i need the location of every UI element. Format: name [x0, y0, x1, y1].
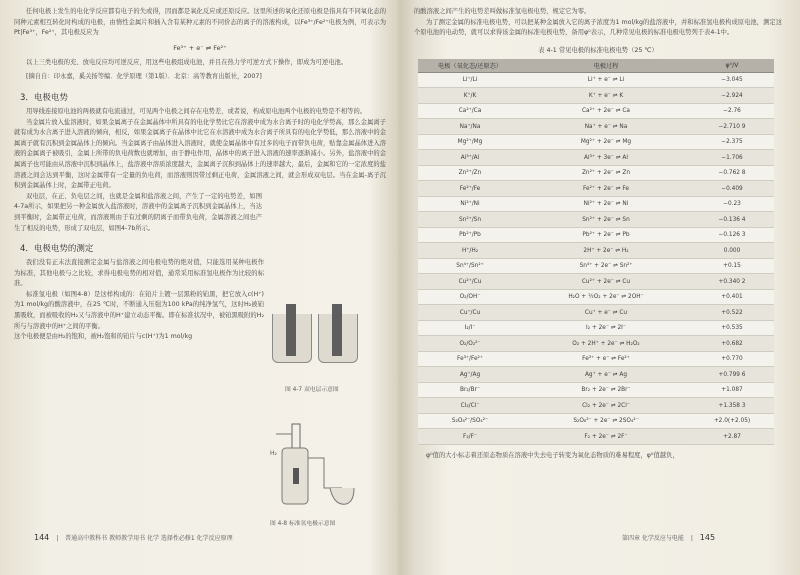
table-row	[418, 227, 774, 243]
right-paragraph-1: 的酸溶液之间产生的电势差叫做标准氢电极电势，规定它为零。	[414, 8, 591, 15]
cell-potential: −1.706	[690, 150, 774, 166]
table-row	[418, 181, 774, 197]
cell-process: Fe³⁺ + e⁻ ⇌ Fe²⁺	[522, 351, 690, 367]
cell-electrode: Fe²⁺/Fe	[418, 181, 522, 197]
table-row	[418, 196, 774, 212]
cell-potential: −2.710 9	[690, 119, 774, 135]
table-row	[418, 305, 774, 321]
table-row	[418, 382, 774, 398]
cell-electrode: K⁺/K	[418, 88, 522, 104]
left-paragraph-7: 标准氢电极（如图4-8）是这样构成的：在铂片上镀一层黑粉的铂黑，把它放入c(H⁺)为1 mol/kg的酸溶液中，在25 ℃时，不断通入压强为100 kPa的纯净氢气，这时H₂被铂黑吸收，而被吸收的H₂又与溶液中的H⁺建立动态平衡。即在标准状况中，被铂黑吸附的H₂所与与溶液中的H⁺之间的平衡。	[14, 290, 264, 330]
cell-process: Li⁺ + e⁻ ⇌ Li	[522, 72, 690, 88]
cell-process: Cu⁺ + e⁻ ⇌ Cu	[522, 305, 690, 321]
cell-electrode: F₂/F⁻	[418, 429, 522, 445]
table-row	[418, 134, 774, 150]
table-row	[418, 165, 774, 181]
h2-label: H₂	[270, 450, 277, 457]
cell-potential: −2.76	[690, 103, 774, 119]
right-footer-title: 第四章 化学反应与电能	[622, 535, 684, 542]
cell-process: Zn²⁺ + 2e⁻ ⇌ Zn	[522, 165, 690, 181]
figure-4-7-caption: 图 4-7 双电层示意图	[285, 387, 339, 393]
cell-process: O₂ + 2H⁺ + 2e⁻ ⇌ H₂O₂	[522, 336, 690, 352]
cell-process: F₂ + 2e⁻ ⇌ 2F⁻	[522, 429, 690, 445]
cell-potential: +0.15	[690, 258, 774, 274]
cell-electrode: Ni²⁺/Ni	[418, 196, 522, 212]
left-paragraph-6: 我们没有正末法直接测定金属与盐溶液之间电极电势的绝对值，只能选用某种电极作为标准，其他电极与之比较，求得电极电势的相对值，通常采用标准氢电极作为比较的标准。	[14, 259, 264, 288]
right-footer: 第四章 化学反应与电能 | 145	[622, 533, 716, 542]
cell-process: Ni²⁺ + 2e⁻ ⇌ Ni	[522, 196, 690, 212]
left-paragraph-5: 双电层，在正、负电层之间，也就是金属和盐溶液之间，产生了一定的电势差，如图4-7a所示，如果把另一种金属放入盐溶液时，溶液中的金属离子沉积到金属晶体上，当达到平衡时，金属带正电荷，而溶液则由于有过剩的阴离子而带负电荷，金属溶液之间也产生了相反的电势，形成了双电层，如图4-7b所示。	[14, 192, 262, 232]
cell-process: Cu²⁺ + 2e⁻ ⇌ Cu	[522, 274, 690, 290]
table-row	[418, 88, 774, 104]
cell-electrode: Na⁺/Na	[418, 119, 522, 135]
cell-process: Ag⁺ + e⁻ ⇌ Ag	[522, 367, 690, 383]
cell-electrode: O₂/O₂²⁻	[418, 336, 522, 352]
cell-potential: −0.23	[690, 196, 774, 212]
cell-electrode: Li⁺/Li	[418, 72, 522, 88]
table-row	[418, 289, 774, 305]
table-row	[418, 103, 774, 119]
fe-redox-formula: Fe³⁺ + e⁻ ⇌ Fe²⁺	[173, 43, 227, 52]
cell-process: Al³⁺ + 3e⁻ ⇌ Al	[522, 150, 690, 166]
cell-process: Ca²⁺ + 2e⁻ ⇌ Ca	[522, 103, 690, 119]
table-row	[418, 72, 774, 88]
cell-process: Na⁺ + e⁻ ⇌ Na	[522, 119, 690, 135]
cell-potential: −0.762 8	[690, 165, 774, 181]
right-page	[414, 0, 782, 575]
cell-electrode: Br₂/Br⁻	[418, 382, 522, 398]
header-electrode: 电极（氧化态/还原态）	[418, 59, 522, 73]
table-row	[418, 429, 774, 445]
cell-potential: +0.340 2	[690, 274, 774, 290]
cell-electrode: Sn⁴⁺/Sn²⁺	[418, 258, 522, 274]
cell-process: Sn²⁺ + 2e⁻ ⇌ Sn	[522, 212, 690, 228]
right-page-number: 145	[699, 533, 716, 542]
header-potential: φ⁰/V	[690, 59, 774, 73]
cell-potential: +0.401	[690, 289, 774, 305]
left-page-number: 144	[34, 533, 50, 542]
cell-potential: −0.126 3	[690, 227, 774, 243]
cell-process: Sn⁴⁺ + 2e⁻ ⇌ Sn²⁺	[522, 258, 690, 274]
left-paragraph-4: 当金属片放入盐溶液时，如果金属离子在金属晶体中所具有的电化学势比它在溶液中成为水合离子时的电化学势高，那么金属离子就有成为水合离子进入溶液的倾向，相反，如果金属离子在晶体中比它在水溶液中成为水合离子所具有的电化学势低，那么溶液中的金属离子就有沉积到金属晶体上的倾向。当金属离子由晶体进入溶液时，就使金属晶体中有过多的电子而带负电荷，贴靠金属晶体进入溶液的金属离子被吸引，金属上所带的负电荷数也就增加，由于静电作用，晶体中的离子进入溶液的速率逐渐减小。另外，盐溶液中的金属离子也可能由从溶液中沉积到晶体上，盐溶液中溶质浓度越大，金属离子沉积到晶体上的速率越大，最后，金属和它的一定浓度的盐溶液之间会达到平衡，这时金属带有一定量的负电荷，而溶液则因带过剩正电荷，金属溶液之间，就会形成双电层。当在金属-离子沉积到金属晶体上时，金属带正电荷。	[14, 118, 386, 190]
cell-potential: +0.770	[690, 351, 774, 367]
cell-electrode: Cl₂/Cl⁻	[418, 398, 522, 414]
cell-process: Mg²⁺ + 2e⁻ ⇌ Mg	[522, 134, 690, 150]
left-paragraph-3: 用导线连接原电池的两极就有电流通过，可见两个电极之间存在电势差，或者说，构成原电池两个电极的电势是不相等的。	[26, 107, 367, 115]
cell-process: 2H⁺ + 2e⁻ ⇌ H₂	[522, 243, 690, 259]
section-heading-electrode-potential: 3．电极电势	[20, 92, 68, 103]
cell-electrode: Pb²⁺/Pb	[418, 227, 522, 243]
table-row	[418, 274, 774, 290]
table-row	[418, 150, 774, 166]
right-paragraph-3: φ⁰值的大小标志着还原态物质在溶液中失去电子转变为氧化态物质的难易程度，φ⁰值越负，	[426, 451, 679, 459]
cell-electrode: Fe³⁺/Fe²⁺	[418, 351, 522, 367]
cell-electrode: Ag⁺/Ag	[418, 367, 522, 383]
cell-potential: +1.087	[690, 382, 774, 398]
table-header-row	[418, 59, 774, 73]
table-body	[418, 72, 774, 444]
standard-potential-table	[418, 59, 774, 445]
cell-process: Br₂ + 2e⁻ ⇌ 2Br⁻	[522, 382, 690, 398]
cell-electrode: Ca²⁺/Ca	[418, 103, 522, 119]
table-row	[418, 320, 774, 336]
table-caption: 表 4-1 常见电极的标准电极电势（25 ℃）	[538, 46, 658, 54]
table-row	[418, 351, 774, 367]
header-process: 电极过程	[522, 59, 690, 73]
cell-electrode: Mg²⁺/Mg	[418, 134, 522, 150]
cell-electrode: I₂/I⁻	[418, 320, 522, 336]
left-footer-title: 普通高中教科书 教师教学用书 化学 选择性必修1 化学反应原理	[65, 535, 233, 542]
table-row	[418, 258, 774, 274]
cell-potential: −3.045	[690, 72, 774, 88]
table-row	[418, 367, 774, 383]
cell-electrode: Zn²⁺/Zn	[418, 165, 522, 181]
cell-process: Fe²⁺ + 2e⁻ ⇌ Fe	[522, 181, 690, 197]
cell-potential: −0.136 4	[690, 212, 774, 228]
cell-potential: −0.409	[690, 181, 774, 197]
cell-electrode: S₂O₈²⁻/SO₄²⁻	[418, 413, 522, 429]
figure-4-7	[270, 300, 360, 378]
cell-electrode: Sn²⁺/Sn	[418, 212, 522, 228]
figure-4-8-caption: 图 4-8 标准氢电极示意图	[270, 521, 336, 527]
cell-process: I₂ + 2e⁻ ⇌ 2I⁻	[522, 320, 690, 336]
left-paragraph-1: 任何电极上发生的电化学反应都有电子的失或得，因而都是氧化反应或还原反应。这里所述的氧化还原电极是指具有不同氧化态的同种元素相互转化时构成的电极，由惰性金属片和插入含有某种元素的不同价态的离子的溶液构成，以Fe³⁺/Fe²⁺电极为例，可表示为Pt|Fe³⁺，Fe²⁺，其电极反应为	[14, 8, 386, 37]
right-paragraph-2: 为了测定金属的标准电极电势，可以把某种金属放入它的离子浓度为1 mol/kg的盐溶液中，并和标准氢电极构成原电池，测定这个原电池的电动势，就可以求得该金属的标准电极电势，备用φ⁰表示，几种常见电极的标准电极电势列于表4-1中。	[414, 18, 782, 37]
left-paragraph-2: 以上三类电极的充、放电反应均可逆反应，用这些电极组成电池，并且在热力学可逆方式下操作，即成为可逆电池。	[26, 58, 348, 66]
cell-electrode: O₂/OH⁻	[418, 289, 522, 305]
citation: [摘自自：印永嘉，奚关扬等编．化学原理（第1版）．北京：高等教育出版社，2007]	[26, 73, 262, 81]
table-row	[418, 119, 774, 135]
table-row	[418, 243, 774, 259]
electrode-a	[286, 304, 296, 356]
cell-electrode: Al³⁺/Al	[418, 150, 522, 166]
table-row	[418, 413, 774, 429]
cell-potential: −2.375	[690, 134, 774, 150]
cell-process: K⁺ + e⁻ ⇌ K	[522, 88, 690, 104]
cell-potential: 0.000	[690, 243, 774, 259]
cell-process: H₂O + ½O₂ + 2e⁻ ⇌ 2OH⁻	[522, 289, 690, 305]
table-row	[418, 212, 774, 228]
cell-potential: −2.924	[690, 88, 774, 104]
table-row	[418, 336, 774, 352]
left-paragraph-8: 这个电极便是由H₂的饱和，被H₂饱和的铂片与c(H⁺)为1 mol/kg	[14, 333, 193, 341]
cell-electrode: H⁺/H₂	[418, 243, 522, 259]
cell-process: Cl₂ + 2e⁻ ⇌ 2Cl⁻	[522, 398, 690, 414]
cell-electrode: Cu²⁺/Cu	[418, 274, 522, 290]
left-footer: 144 | 普通高中教科书 教师教学用书 化学 选择性必修1 化学反应原理	[34, 533, 233, 542]
cell-potential: +1.358 3	[690, 398, 774, 414]
cell-process: S₂O₈²⁻ + 2e⁻ ⇌ 2SO₄²⁻	[522, 413, 690, 429]
cell-potential: +2.87	[690, 429, 774, 445]
cell-potential: +0.799 6	[690, 367, 774, 383]
cell-process: Pb²⁺ + 2e⁻ ⇌ Pb	[522, 227, 690, 243]
cell-potential: +0.522	[690, 305, 774, 321]
table-row	[418, 398, 774, 414]
electrode-b	[332, 304, 342, 356]
cell-potential: +0.535	[690, 320, 774, 336]
cell-electrode: Cu⁺/Cu	[418, 305, 522, 321]
cell-potential: +2.0(+2.05)	[690, 413, 774, 429]
figure-4-8	[272, 418, 362, 516]
cell-potential: +0.682	[690, 336, 774, 352]
section-heading-measurement: 4．电极电势的测定	[20, 244, 94, 255]
